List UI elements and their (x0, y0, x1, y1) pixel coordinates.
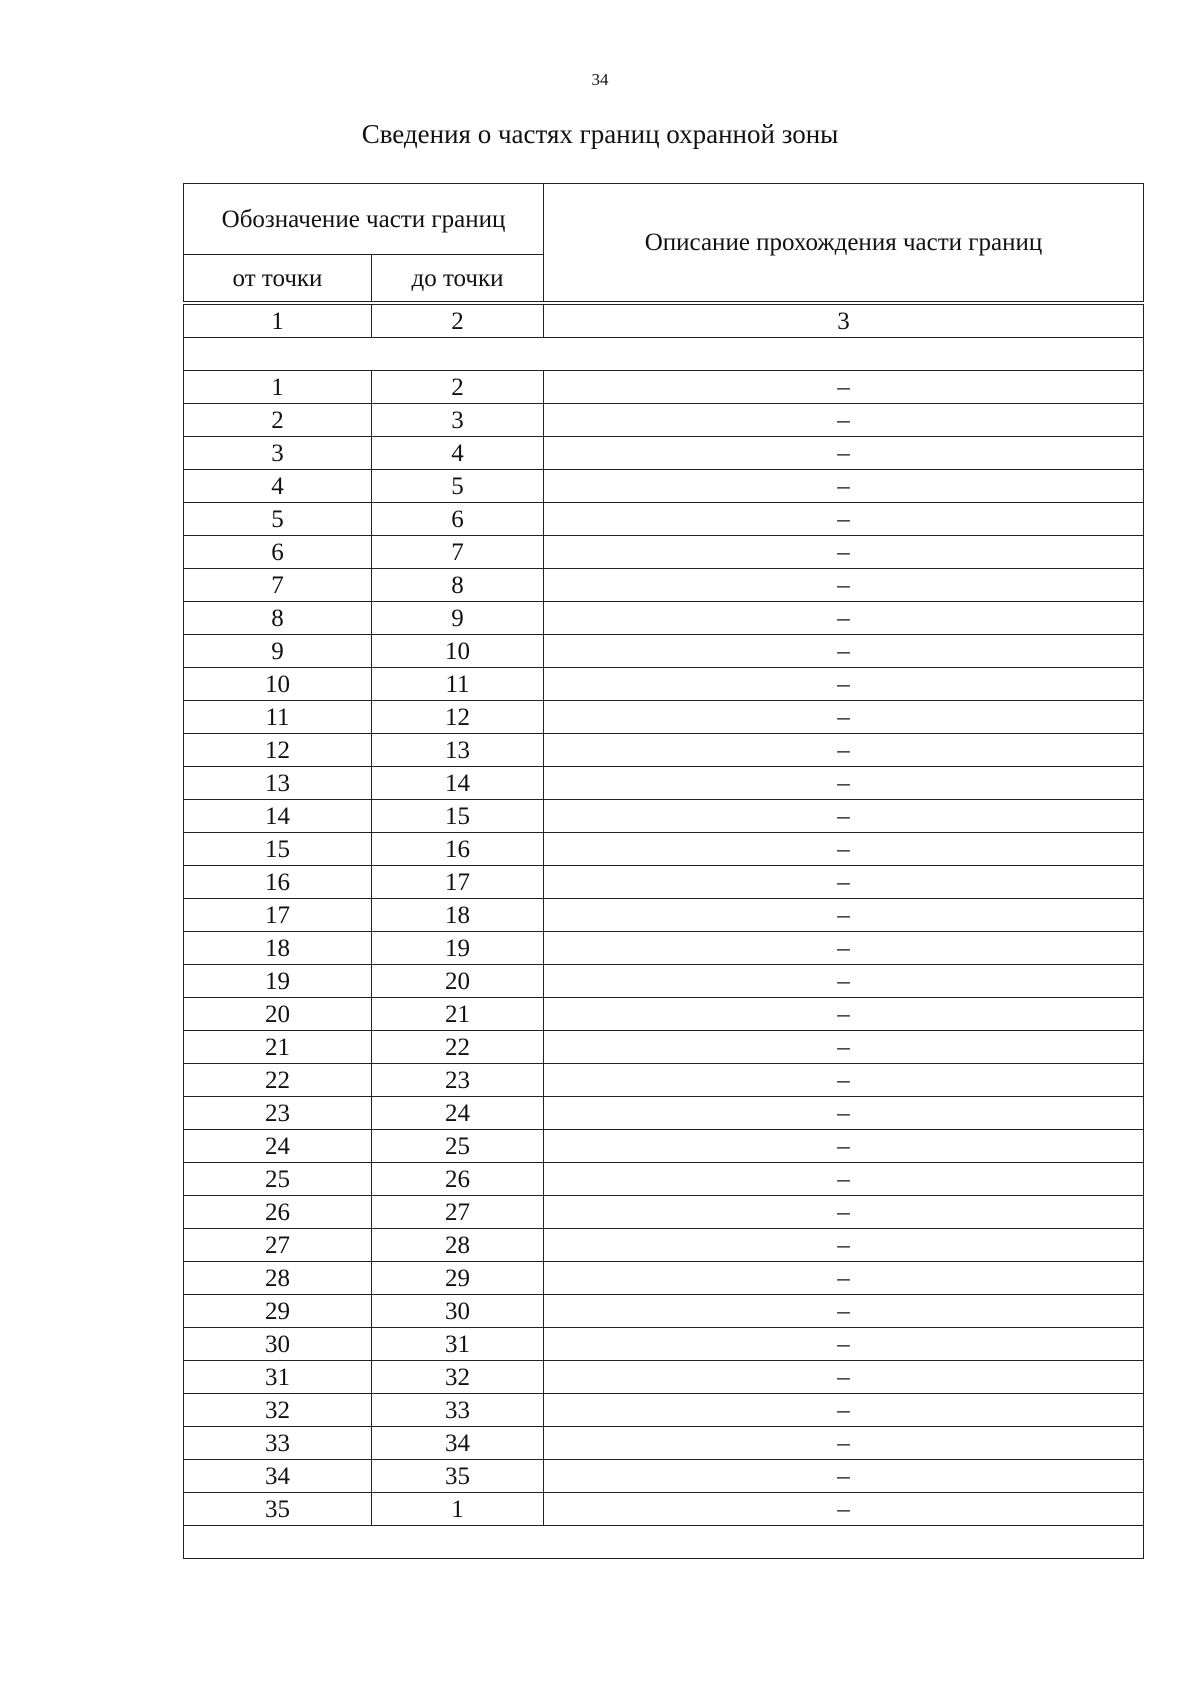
table-row (184, 668, 1144, 701)
table-row (184, 1427, 1144, 1460)
from-point-cell: 26 (184, 1196, 372, 1229)
blank-cell (184, 1526, 1144, 1559)
from-point-cell: 10 (184, 668, 372, 701)
from-point-cell: 5 (184, 503, 372, 536)
to-point-cell: 32 (372, 1361, 544, 1394)
boundary-parts-table (183, 183, 1144, 1559)
description-cell: – (544, 602, 1144, 635)
to-point-cell: 23 (372, 1064, 544, 1097)
to-point-cell: 30 (372, 1295, 544, 1328)
description-cell: – (544, 1196, 1144, 1229)
from-point-cell: 25 (184, 1163, 372, 1196)
from-point-cell: 9 (184, 635, 372, 668)
page-title: Сведения о частях границ охранной зоны (361, 119, 839, 149)
table-row (184, 1163, 1144, 1196)
to-point-cell: 13 (372, 734, 544, 767)
description-cell: – (544, 1460, 1144, 1493)
to-point-cell: 11 (372, 668, 544, 701)
to-point-cell: 22 (372, 1031, 544, 1064)
table-row (184, 1460, 1144, 1493)
from-point-cell: 34 (184, 1460, 372, 1493)
blank-row (184, 1526, 1144, 1559)
description-cell: – (544, 833, 1144, 866)
to-point-cell: 31 (372, 1328, 544, 1361)
table-row (184, 1493, 1144, 1526)
to-point-cell: 34 (372, 1427, 544, 1460)
description-cell: – (544, 965, 1144, 998)
description-cell: – (544, 1229, 1144, 1262)
table-row (184, 1229, 1144, 1262)
table-row (184, 404, 1144, 437)
table-row (184, 569, 1144, 602)
column-number-cell: 3 (544, 305, 1144, 338)
from-point-cell: 3 (184, 437, 372, 470)
to-point-cell: 9 (372, 602, 544, 635)
from-point-cell: 7 (184, 569, 372, 602)
table-row (184, 899, 1144, 932)
to-point-cell: 2 (372, 371, 544, 404)
table-body (184, 184, 1144, 1559)
table-row (184, 503, 1144, 536)
from-point-cell: 13 (184, 767, 372, 800)
to-point-cell: 27 (372, 1196, 544, 1229)
from-point-cell: 12 (184, 734, 372, 767)
to-point-cell: 25 (372, 1130, 544, 1163)
description-cell: – (544, 1064, 1144, 1097)
description-cell: – (544, 1031, 1144, 1064)
description-cell: – (544, 668, 1144, 701)
from-point-cell: 32 (184, 1394, 372, 1427)
description-cell: – (544, 1361, 1144, 1394)
description-cell: – (544, 371, 1144, 404)
to-point-cell: 14 (372, 767, 544, 800)
description-cell: – (544, 569, 1144, 602)
from-point-cell: 11 (184, 701, 372, 734)
page-number: 34 (591, 70, 609, 89)
to-point-cell: 21 (372, 998, 544, 1031)
to-point-cell: 5 (372, 470, 544, 503)
from-point-cell: 21 (184, 1031, 372, 1064)
description-cell: – (544, 1295, 1144, 1328)
from-point-cell: 18 (184, 932, 372, 965)
to-point-cell: 8 (372, 569, 544, 602)
header-from-cell: от точки (184, 255, 372, 302)
description-cell: – (544, 1394, 1144, 1427)
header-group-cell: Обозначение части границ (184, 184, 544, 255)
table-row (184, 536, 1144, 569)
description-cell: – (544, 1163, 1144, 1196)
to-point-cell: 26 (372, 1163, 544, 1196)
column-number-row (184, 305, 1144, 338)
description-cell: – (544, 932, 1144, 965)
to-point-cell: 1 (372, 1493, 544, 1526)
table-row (184, 437, 1144, 470)
to-point-cell: 29 (372, 1262, 544, 1295)
description-cell: – (544, 1328, 1144, 1361)
table-row (184, 1097, 1144, 1130)
description-cell: – (544, 536, 1144, 569)
table-row (184, 1328, 1144, 1361)
table-row (184, 470, 1144, 503)
from-point-cell: 30 (184, 1328, 372, 1361)
from-point-cell: 19 (184, 965, 372, 998)
header-to-cell: до точки (372, 255, 544, 302)
to-point-cell: 33 (372, 1394, 544, 1427)
to-point-cell: 16 (372, 833, 544, 866)
to-point-cell: 19 (372, 932, 544, 965)
table-row (184, 635, 1144, 668)
from-point-cell: 4 (184, 470, 372, 503)
table-row (184, 1295, 1144, 1328)
column-number-cell: 1 (184, 305, 372, 338)
table-row (184, 800, 1144, 833)
table-row (184, 998, 1144, 1031)
from-point-cell: 15 (184, 833, 372, 866)
to-point-cell: 17 (372, 866, 544, 899)
description-cell: – (544, 800, 1144, 833)
from-point-cell: 27 (184, 1229, 372, 1262)
table-row (184, 932, 1144, 965)
description-cell: – (544, 767, 1144, 800)
description-cell: – (544, 437, 1144, 470)
description-cell: – (544, 1097, 1144, 1130)
table-row (184, 965, 1144, 998)
header-description-cell: Описание прохождения части границ (544, 184, 1144, 302)
description-cell: – (544, 404, 1144, 437)
from-point-cell: 1 (184, 371, 372, 404)
column-number-cell: 2 (372, 305, 544, 338)
from-point-cell: 17 (184, 899, 372, 932)
table-row (184, 1064, 1144, 1097)
description-cell: – (544, 1427, 1144, 1460)
from-point-cell: 8 (184, 602, 372, 635)
from-point-cell: 28 (184, 1262, 372, 1295)
table-row (184, 866, 1144, 899)
description-cell: – (544, 1262, 1144, 1295)
table-row (184, 371, 1144, 404)
table-row (184, 1031, 1144, 1064)
table-row (184, 1394, 1144, 1427)
table-row (184, 1130, 1144, 1163)
from-point-cell: 14 (184, 800, 372, 833)
table-row (184, 734, 1144, 767)
to-point-cell: 35 (372, 1460, 544, 1493)
from-point-cell: 23 (184, 1097, 372, 1130)
from-point-cell: 33 (184, 1427, 372, 1460)
description-cell: – (544, 503, 1144, 536)
table-row (184, 767, 1144, 800)
table-row (184, 1361, 1144, 1394)
from-point-cell: 31 (184, 1361, 372, 1394)
description-cell: – (544, 866, 1144, 899)
to-point-cell: 15 (372, 800, 544, 833)
to-point-cell: 28 (372, 1229, 544, 1262)
blank-cell (184, 338, 1144, 371)
to-point-cell: 20 (372, 965, 544, 998)
description-cell: – (544, 734, 1144, 767)
to-point-cell: 24 (372, 1097, 544, 1130)
to-point-cell: 18 (372, 899, 544, 932)
to-point-cell: 3 (372, 404, 544, 437)
table-row (184, 602, 1144, 635)
description-cell: – (544, 1493, 1144, 1526)
from-point-cell: 6 (184, 536, 372, 569)
description-cell: – (544, 701, 1144, 734)
from-point-cell: 20 (184, 998, 372, 1031)
header-row (184, 184, 1144, 255)
to-point-cell: 7 (372, 536, 544, 569)
description-cell: – (544, 998, 1144, 1031)
from-point-cell: 16 (184, 866, 372, 899)
to-point-cell: 6 (372, 503, 544, 536)
description-cell: – (544, 470, 1144, 503)
from-point-cell: 35 (184, 1493, 372, 1526)
table-row (184, 1196, 1144, 1229)
to-point-cell: 4 (372, 437, 544, 470)
table-row (184, 701, 1144, 734)
to-point-cell: 10 (372, 635, 544, 668)
description-cell: – (544, 899, 1144, 932)
from-point-cell: 29 (184, 1295, 372, 1328)
table-row (184, 1262, 1144, 1295)
to-point-cell: 12 (372, 701, 544, 734)
from-point-cell: 2 (184, 404, 372, 437)
description-cell: – (544, 635, 1144, 668)
description-cell: – (544, 1130, 1144, 1163)
from-point-cell: 24 (184, 1130, 372, 1163)
blank-row (184, 338, 1144, 371)
table-row (184, 833, 1144, 866)
from-point-cell: 22 (184, 1064, 372, 1097)
